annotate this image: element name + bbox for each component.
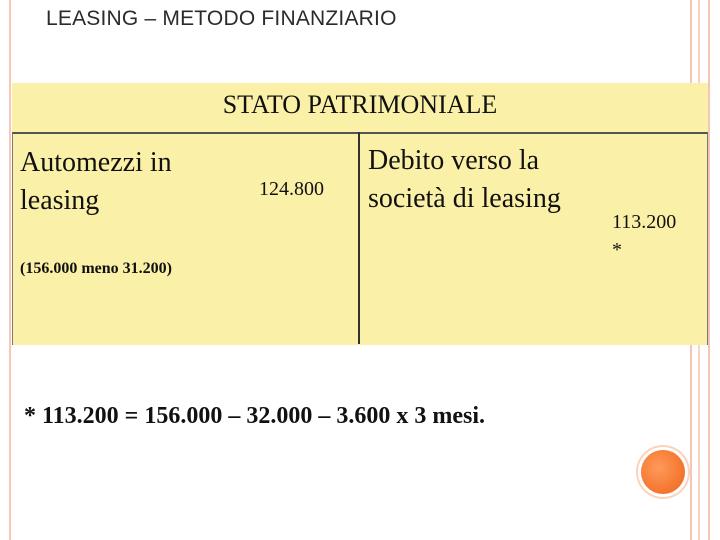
liabilities-label-line1: Debito verso la — [368, 145, 540, 176]
liabilities-label-line2: società di leasing — [368, 183, 561, 214]
liabilities-marker: * — [612, 239, 622, 261]
assets-value: 124.800 — [259, 178, 324, 200]
liabilities-value-block — [612, 208, 676, 264]
slide-border-left — [9, 0, 11, 540]
assets-note: (156.000 meno 31.200) — [20, 260, 172, 277]
decorative-circle — [641, 450, 685, 494]
table-divider — [358, 132, 360, 344]
assets-label — [20, 144, 172, 220]
balance-sheet-title: STATO PATRIMONIALE — [222, 90, 498, 119]
assets-label-line1: Automezzi in — [20, 147, 172, 178]
liabilities-value: 113.200 — [612, 211, 677, 233]
slide-title: LEASING – METODO FINANZIARIO — [46, 7, 397, 30]
footnote-formula: * 113.200 = 156.000 – 32.000 – 3.600 x 3 mesi. — [24, 403, 486, 429]
liabilities-label — [368, 142, 561, 218]
assets-label-line2: leasing — [20, 185, 100, 216]
